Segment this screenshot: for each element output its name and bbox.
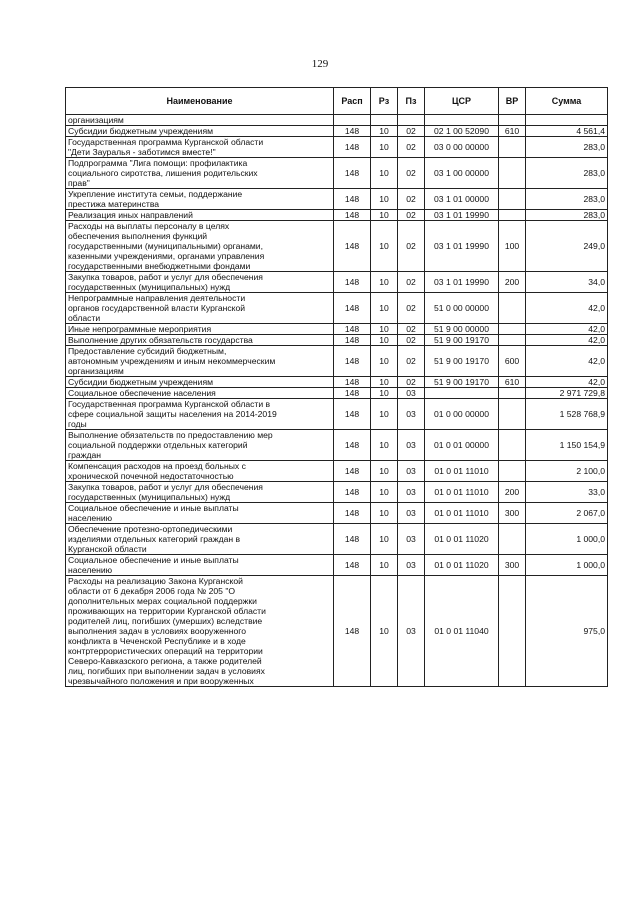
cell-sum: 34,0 bbox=[526, 272, 608, 293]
cell-rz: 10 bbox=[371, 461, 398, 482]
cell-name bbox=[66, 158, 334, 189]
cell-name-line: Социальное обеспечение населения bbox=[68, 388, 216, 398]
cell-sum bbox=[526, 115, 608, 126]
cell-pz: 03 bbox=[398, 399, 425, 430]
cell-csr: 51 9 00 19170 bbox=[425, 335, 499, 346]
cell-pz: 02 bbox=[398, 137, 425, 158]
cell-rasp: 148 bbox=[334, 399, 371, 430]
cell-rz: 10 bbox=[371, 388, 398, 399]
cell-csr: 01 0 01 11020 bbox=[425, 555, 499, 576]
cell-name-line: казенными учреждениями, органами управления bbox=[68, 251, 265, 261]
cell-vr bbox=[499, 461, 526, 482]
table-row bbox=[66, 524, 608, 555]
cell-vr bbox=[499, 115, 526, 126]
table-row bbox=[66, 137, 608, 158]
cell-pz: 02 bbox=[398, 126, 425, 137]
cell-name-line: граждан bbox=[68, 450, 101, 460]
cell-name bbox=[66, 503, 334, 524]
cell-csr: 01 0 00 00000 bbox=[425, 399, 499, 430]
page-number: 129 bbox=[311, 58, 329, 70]
cell-name-line: Непрограммные направления деятельности bbox=[68, 293, 246, 303]
cell-rasp: 148 bbox=[334, 293, 371, 324]
cell-sum: 2 100,0 bbox=[526, 461, 608, 482]
cell-name bbox=[66, 335, 334, 346]
cell-csr bbox=[425, 115, 499, 126]
cell-rz: 10 bbox=[371, 221, 398, 272]
table-row bbox=[66, 388, 608, 399]
table-row bbox=[66, 461, 608, 482]
cell-name-line: прав" bbox=[68, 178, 90, 188]
cell-name-line: Социальное обеспечение и иные выплаты bbox=[68, 503, 239, 513]
cell-vr bbox=[499, 158, 526, 189]
cell-rz: 10 bbox=[371, 555, 398, 576]
cell-sum: 42,0 bbox=[526, 335, 608, 346]
cell-sum: 1 000,0 bbox=[526, 524, 608, 555]
cell-rz: 10 bbox=[371, 524, 398, 555]
table-row bbox=[66, 576, 608, 687]
cell-vr bbox=[499, 324, 526, 335]
cell-sum: 975,0 bbox=[526, 576, 608, 687]
cell-pz: 02 bbox=[398, 189, 425, 210]
table-row bbox=[66, 189, 608, 210]
cell-rasp: 148 bbox=[334, 461, 371, 482]
cell-rz: 10 bbox=[371, 346, 398, 377]
cell-rasp: 148 bbox=[334, 272, 371, 293]
cell-sum: 283,0 bbox=[526, 158, 608, 189]
table-header-row bbox=[66, 88, 608, 115]
cell-csr: 01 0 01 00000 bbox=[425, 430, 499, 461]
cell-vr: 600 bbox=[499, 346, 526, 377]
cell-csr: 51 9 00 19170 bbox=[425, 346, 499, 377]
cell-rz: 10 bbox=[371, 137, 398, 158]
cell-name-line: Реализация иных направлений bbox=[68, 210, 193, 220]
cell-pz: 02 bbox=[398, 221, 425, 272]
cell-rz: 10 bbox=[371, 189, 398, 210]
cell-sum: 4 561,4 bbox=[526, 126, 608, 137]
cell-vr: 610 bbox=[499, 126, 526, 137]
cell-name-line: проживающих на территории Курганской области bbox=[68, 606, 266, 616]
cell-name bbox=[66, 189, 334, 210]
cell-csr: 01 0 01 11040 bbox=[425, 576, 499, 687]
cell-csr: 03 0 00 00000 bbox=[425, 137, 499, 158]
table-row bbox=[66, 115, 608, 126]
cell-rz: 10 bbox=[371, 272, 398, 293]
header-pz: Пз bbox=[398, 88, 425, 115]
cell-name bbox=[66, 126, 334, 137]
cell-name bbox=[66, 576, 334, 687]
budget-table bbox=[65, 87, 608, 687]
cell-name-line: Подпрограмма "Лига помощи: профилактика bbox=[68, 158, 248, 168]
cell-rasp: 148 bbox=[334, 210, 371, 221]
cell-rasp: 148 bbox=[334, 346, 371, 377]
header-name: Наименование bbox=[66, 88, 334, 115]
cell-pz: 03 bbox=[398, 482, 425, 503]
cell-vr: 200 bbox=[499, 272, 526, 293]
table-row bbox=[66, 272, 608, 293]
cell-pz: 03 bbox=[398, 461, 425, 482]
cell-name bbox=[66, 482, 334, 503]
cell-name-line: дополнительных мерах социальной поддержки bbox=[68, 596, 257, 606]
cell-name bbox=[66, 272, 334, 293]
cell-name-line: изделиями отдельных категорий граждан в bbox=[68, 534, 241, 544]
cell-vr bbox=[499, 399, 526, 430]
cell-csr: 02 1 00 52090 bbox=[425, 126, 499, 137]
table-row bbox=[66, 126, 608, 137]
cell-name-line: родителей лиц, погибших (умерших) вследствие bbox=[68, 616, 263, 626]
cell-sum: 249,0 bbox=[526, 221, 608, 272]
cell-rasp: 148 bbox=[334, 576, 371, 687]
cell-rz: 10 bbox=[371, 430, 398, 461]
cell-name-line: контртеррористических операций на территории bbox=[68, 646, 263, 656]
cell-name-line: Курганской области bbox=[68, 544, 147, 554]
cell-sum: 42,0 bbox=[526, 293, 608, 324]
cell-name-line: социального сиротства, лишения родительских bbox=[68, 168, 258, 178]
cell-name-line: Субсидии бюджетным учреждениям bbox=[68, 126, 214, 136]
cell-rasp: 148 bbox=[334, 335, 371, 346]
cell-csr: 51 9 00 00000 bbox=[425, 324, 499, 335]
cell-rz: 10 bbox=[371, 399, 398, 430]
cell-name bbox=[66, 115, 334, 126]
table-row bbox=[66, 482, 608, 503]
cell-name-line: Укрепление института семьи, поддержание bbox=[68, 189, 243, 199]
cell-rasp: 148 bbox=[334, 388, 371, 399]
cell-name-line: Государственная программа Курганской области в bbox=[68, 399, 271, 409]
cell-rz: 10 bbox=[371, 293, 398, 324]
cell-vr bbox=[499, 210, 526, 221]
cell-name-line: государственных (муниципальных) нужд bbox=[68, 492, 231, 502]
cell-name-line: социальной поддержки отдельных категорий bbox=[68, 440, 248, 450]
cell-pz: 03 bbox=[398, 576, 425, 687]
table-row bbox=[66, 293, 608, 324]
cell-name bbox=[66, 524, 334, 555]
cell-rz: 10 bbox=[371, 482, 398, 503]
cell-name-line: "Дети Зауралья - заботимся вместе!" bbox=[68, 147, 216, 157]
cell-name bbox=[66, 461, 334, 482]
cell-rasp: 148 bbox=[334, 482, 371, 503]
cell-name-line: Иные непрограммные мероприятия bbox=[68, 324, 212, 334]
cell-rasp: 148 bbox=[334, 126, 371, 137]
cell-name-line: организациям bbox=[68, 366, 124, 376]
cell-name-line: Закупка товаров, работ и услуг для обеспечения bbox=[68, 482, 263, 492]
table-row bbox=[66, 346, 608, 377]
cell-name-line: обеспечения выполнения функций bbox=[68, 231, 208, 241]
cell-vr bbox=[499, 293, 526, 324]
cell-sum: 1 528 768,9 bbox=[526, 399, 608, 430]
table-row bbox=[66, 324, 608, 335]
cell-csr: 01 0 01 11010 bbox=[425, 461, 499, 482]
cell-rz: 10 bbox=[371, 126, 398, 137]
cell-sum: 42,0 bbox=[526, 346, 608, 377]
cell-name-line: чрезвычайного положения и при вооруженных bbox=[68, 676, 254, 686]
cell-name bbox=[66, 324, 334, 335]
cell-vr bbox=[499, 430, 526, 461]
cell-pz: 02 bbox=[398, 346, 425, 377]
cell-name bbox=[66, 555, 334, 576]
cell-sum: 283,0 bbox=[526, 210, 608, 221]
header-sum: Сумма bbox=[526, 88, 608, 115]
cell-name-line: выполнения задач в условиях вооруженного bbox=[68, 626, 246, 636]
cell-name bbox=[66, 137, 334, 158]
cell-name-line: Северо-Кавказского региона, а также родителей bbox=[68, 656, 262, 666]
cell-rz: 10 bbox=[371, 576, 398, 687]
cell-pz: 02 bbox=[398, 158, 425, 189]
cell-rasp: 148 bbox=[334, 555, 371, 576]
cell-rz: 10 bbox=[371, 335, 398, 346]
cell-sum: 42,0 bbox=[526, 324, 608, 335]
cell-name-line: сфере социальной защиты населения на 2014-2019 bbox=[68, 409, 277, 419]
cell-rasp: 148 bbox=[334, 524, 371, 555]
cell-name-line: лиц, погибших при выполнении задач в условиях bbox=[68, 666, 265, 676]
cell-pz: 02 bbox=[398, 293, 425, 324]
cell-name bbox=[66, 388, 334, 399]
cell-name-line: Расходы на выплаты персоналу в целях bbox=[68, 221, 230, 231]
cell-csr: 03 1 01 19990 bbox=[425, 272, 499, 293]
cell-vr: 300 bbox=[499, 503, 526, 524]
table-row bbox=[66, 399, 608, 430]
table-row bbox=[66, 503, 608, 524]
cell-sum: 1 150 154,9 bbox=[526, 430, 608, 461]
cell-name-line: области bbox=[68, 313, 101, 323]
cell-csr: 51 0 00 00000 bbox=[425, 293, 499, 324]
cell-rz: 10 bbox=[371, 210, 398, 221]
cell-name-line: государственными внебюджетными фондами bbox=[68, 261, 251, 271]
cell-name-line: Выполнение других обязательств государства bbox=[68, 335, 253, 345]
cell-name-line: Компенсация расходов на проезд больных с bbox=[68, 461, 246, 471]
cell-csr: 01 0 01 11010 bbox=[425, 503, 499, 524]
cell-name bbox=[66, 346, 334, 377]
cell-csr: 03 1 01 00000 bbox=[425, 189, 499, 210]
cell-sum: 283,0 bbox=[526, 189, 608, 210]
cell-name bbox=[66, 210, 334, 221]
header-csr: ЦСР bbox=[425, 88, 499, 115]
cell-name-line: государственных (муниципальных) нужд bbox=[68, 282, 231, 292]
cell-name bbox=[66, 221, 334, 272]
header-vr: ВР bbox=[499, 88, 526, 115]
cell-name-line: Закупка товаров, работ и услуг для обеспечения bbox=[68, 272, 263, 282]
cell-name-line: Выполнение обязательств по предоставлению мер bbox=[68, 430, 273, 440]
cell-name-line: Государственная программа Курганской области bbox=[68, 137, 264, 147]
table-row bbox=[66, 555, 608, 576]
cell-sum: 2 971 729,8 bbox=[526, 388, 608, 399]
header-rasp: Расп bbox=[334, 88, 371, 115]
table-body bbox=[66, 115, 608, 687]
cell-pz: 02 bbox=[398, 335, 425, 346]
cell-rasp: 148 bbox=[334, 158, 371, 189]
cell-csr: 01 0 01 11010 bbox=[425, 482, 499, 503]
cell-pz: 03 bbox=[398, 430, 425, 461]
table-row bbox=[66, 430, 608, 461]
cell-sum: 33,0 bbox=[526, 482, 608, 503]
table-row bbox=[66, 377, 608, 388]
cell-name-line: Обеспечение протезно-ортопедическими bbox=[68, 524, 233, 534]
cell-rasp: 148 bbox=[334, 137, 371, 158]
cell-name-line: области от 6 декабря 2006 года № 205 "О bbox=[68, 586, 236, 596]
cell-sum: 42,0 bbox=[526, 377, 608, 388]
cell-pz: 03 bbox=[398, 555, 425, 576]
header-rz: Рз bbox=[371, 88, 398, 115]
cell-rasp: 148 bbox=[334, 377, 371, 388]
cell-rz: 10 bbox=[371, 324, 398, 335]
cell-name-line: Расходы на реализацию Закона Курганской bbox=[68, 576, 243, 586]
cell-name-line: автономным учреждениям и иным некоммерческим bbox=[68, 356, 276, 366]
cell-csr bbox=[425, 388, 499, 399]
cell-vr bbox=[499, 524, 526, 555]
cell-rasp: 148 bbox=[334, 324, 371, 335]
cell-vr bbox=[499, 335, 526, 346]
cell-vr bbox=[499, 576, 526, 687]
cell-rz: 10 bbox=[371, 503, 398, 524]
cell-name-line: государственными (муниципальными) органами, bbox=[68, 241, 263, 251]
cell-name-line: престижа материнства bbox=[68, 199, 160, 209]
cell-name bbox=[66, 430, 334, 461]
cell-name-line: Субсидии бюджетным учреждениям bbox=[68, 377, 214, 387]
cell-rz: 10 bbox=[371, 377, 398, 388]
cell-csr: 03 1 00 00000 bbox=[425, 158, 499, 189]
cell-name-line: годы bbox=[68, 419, 87, 429]
table-row bbox=[66, 335, 608, 346]
cell-sum: 1 000,0 bbox=[526, 555, 608, 576]
cell-name-line: Социальное обеспечение и иные выплаты bbox=[68, 555, 239, 565]
cell-pz bbox=[398, 115, 425, 126]
cell-name-line: органов государственной власти Курганской bbox=[68, 303, 246, 313]
cell-pz: 02 bbox=[398, 377, 425, 388]
cell-sum: 2 067,0 bbox=[526, 503, 608, 524]
cell-vr: 200 bbox=[499, 482, 526, 503]
cell-pz: 03 bbox=[398, 524, 425, 555]
cell-name bbox=[66, 377, 334, 388]
cell-pz: 02 bbox=[398, 210, 425, 221]
cell-name bbox=[66, 399, 334, 430]
cell-pz: 02 bbox=[398, 272, 425, 293]
cell-pz: 03 bbox=[398, 503, 425, 524]
cell-vr bbox=[499, 137, 526, 158]
cell-csr: 03 1 01 19990 bbox=[425, 210, 499, 221]
cell-rasp: 148 bbox=[334, 221, 371, 272]
table-row bbox=[66, 221, 608, 272]
cell-name-line: населению bbox=[68, 513, 113, 523]
cell-rz: 10 bbox=[371, 158, 398, 189]
cell-name-line: Предоставление субсидий бюджетным, bbox=[68, 346, 227, 356]
cell-csr: 03 1 01 19990 bbox=[425, 221, 499, 272]
cell-sum: 283,0 bbox=[526, 137, 608, 158]
cell-vr bbox=[499, 388, 526, 399]
cell-rasp bbox=[334, 115, 371, 126]
cell-pz: 03 bbox=[398, 388, 425, 399]
cell-rasp: 148 bbox=[334, 430, 371, 461]
cell-rasp: 148 bbox=[334, 503, 371, 524]
cell-name-line: населению bbox=[68, 565, 113, 575]
cell-csr: 01 0 01 11020 bbox=[425, 524, 499, 555]
cell-vr bbox=[499, 189, 526, 210]
cell-name-line: организациям bbox=[68, 115, 124, 125]
cell-rasp: 148 bbox=[334, 189, 371, 210]
cell-name-line: хронической почечной недостаточностью bbox=[68, 471, 234, 481]
cell-csr: 51 9 00 19170 bbox=[425, 377, 499, 388]
table-row bbox=[66, 210, 608, 221]
cell-name-line: конфликта в Чеченской Республике и в ходе bbox=[68, 636, 246, 646]
cell-vr: 100 bbox=[499, 221, 526, 272]
cell-vr: 610 bbox=[499, 377, 526, 388]
cell-rz bbox=[371, 115, 398, 126]
table-row bbox=[66, 158, 608, 189]
cell-pz: 02 bbox=[398, 324, 425, 335]
cell-name bbox=[66, 293, 334, 324]
cell-vr: 300 bbox=[499, 555, 526, 576]
